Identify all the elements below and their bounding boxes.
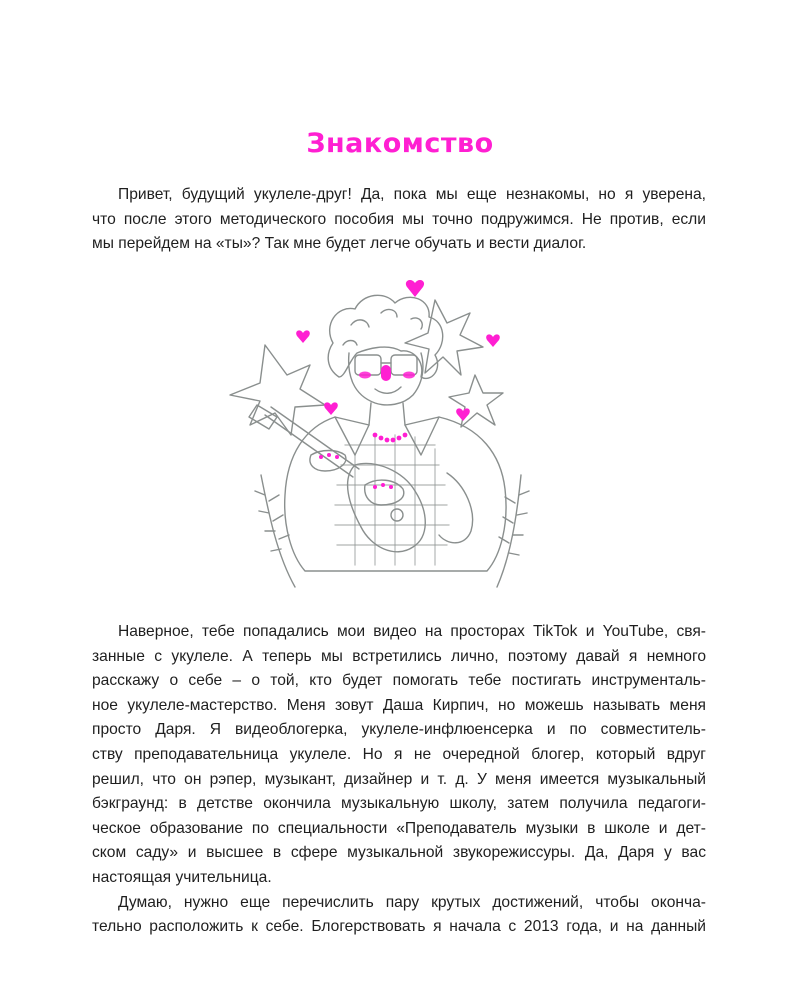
bio-line: ском саду» и высшее в сфере музыкальной звукорежиссуры. Да, Даря у вас [92,844,706,862]
blush [359,372,371,379]
bio-line: Думаю, нужно еще перечислить пару крутых достижений, чтобы оконча- [118,893,706,911]
bio-line: решил, что он рэпер, музыкант, дизайнер и т. д. У меня имеется музыкальный [92,770,706,788]
intro-paragraph [92,183,706,257]
bio-line: ное укулеле-мастерство. Меня зовут Даша Кирпич, но можешь называть меня [92,696,706,714]
branch-icon [497,475,521,587]
bio-line: бэкграунд: в детстве окончила музыкальную школу, затем получила педагоги- [92,795,706,813]
bio-line: тельно расположить к себе. Блогерствовать я начала с 2013 года, и на данный [92,918,706,936]
heart-icon [324,402,338,415]
heart-icon [456,408,470,421]
intro-line: что после этого методического пособия мы точно подружимся. Не против, если [92,210,706,228]
bio-line: ческое образование по специальности «Преподаватель музыки в школе и дет- [92,819,706,837]
intro-line: мы перейдем на «ты»? Так мне будет легче обучать и вести диалог. [92,235,587,253]
nose [381,365,391,381]
collar [335,417,439,455]
heart-icon [486,334,500,347]
bio-line: Наверное, тебе попадались мои видео на просторах TikTok и YouTube, свя- [118,623,706,640]
bio-text [92,620,706,940]
portrait-illustration [225,265,565,595]
star-icon [230,345,325,435]
bio-line: настоящая учительница. [92,868,272,886]
bio-line: просто Даря. Я видеоблогерка, укулеле-инфлюенсерка и по совместитель- [92,721,706,739]
heart-icon [406,280,424,297]
heart-icon [296,330,310,343]
chapter-title: Знакомство [306,128,494,159]
bio-line: занные с укулеле. А теперь мы встретились лично, поэтому давай я немного [92,647,706,665]
bio-line: расскажу о себе – о той, кто будет помогать тебе постигать инструменталь- [92,672,706,690]
intro-line: Привет, будущий укулеле-друг! Да, пока мы еще незнакомы, но я уверена, [118,186,706,203]
bio-line: ству преподавательница укулеле. Но я не очередной блогер, который вдруг [92,745,706,763]
